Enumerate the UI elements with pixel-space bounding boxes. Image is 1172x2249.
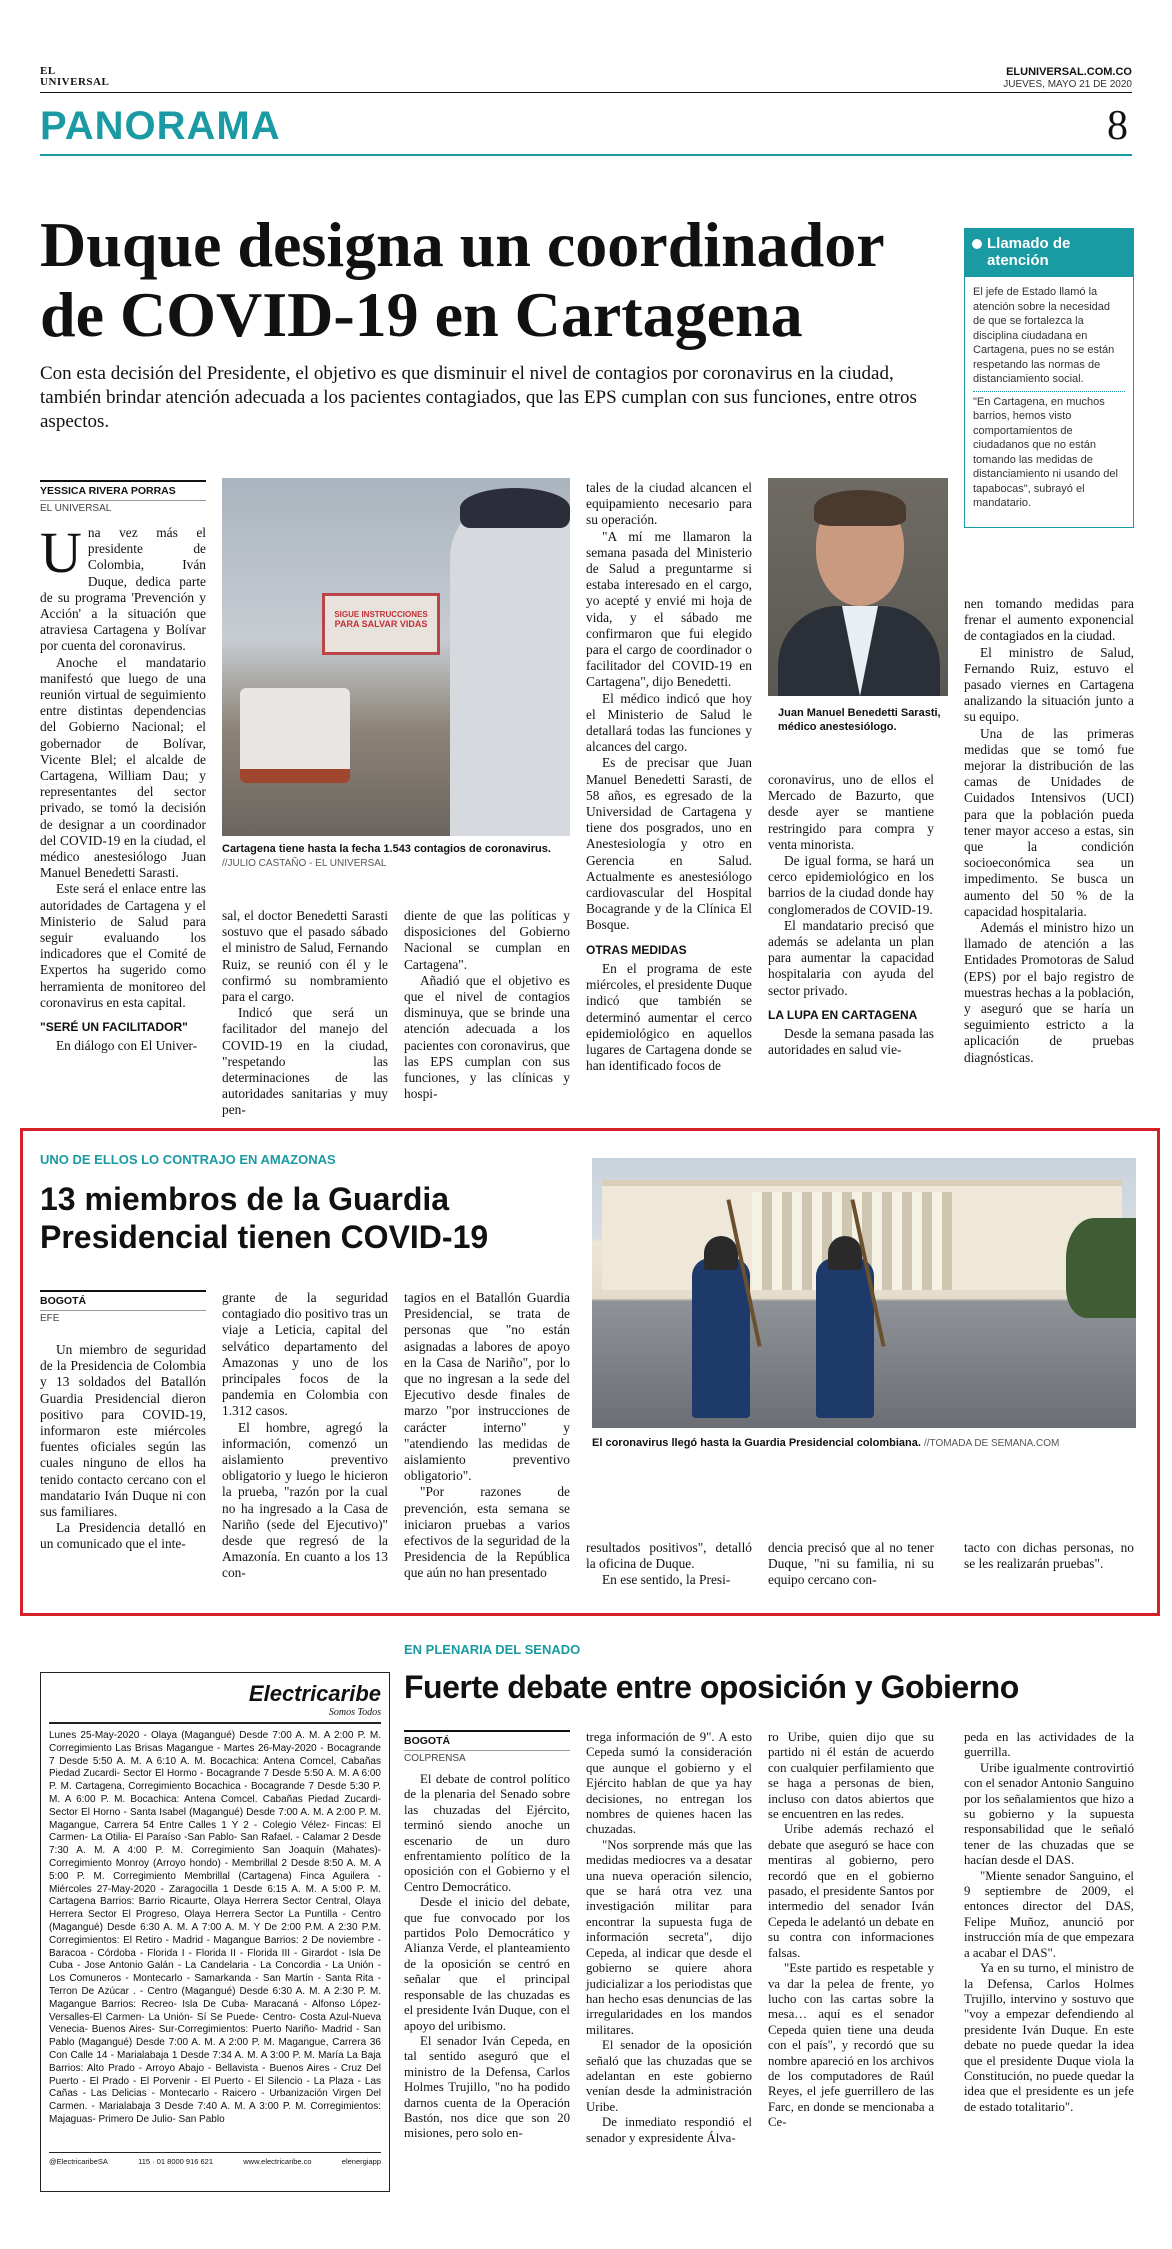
main-col4-p5: En el programa de este miércoles, el presidente Duque indicó que también se determinó aumentar el cerco epidemiológico en aquellos lugares de Cartagena donde se han identificado focos de: [586, 960, 752, 1074]
guard-soldier-1: [692, 1258, 750, 1418]
guard-soldier-1-head: [704, 1236, 738, 1270]
main-col6-p4: Además el ministro hizo un llamado de atención a las Entidades Promotoras de Salud (EPS) por el bajo registro de muestras hechas a la población, y aseguró que se haría un seguimiento estricto a la aplicación de pruebas diagnósticas.: [964, 920, 1134, 1065]
guard-col-6: [964, 1540, 1134, 1572]
guard-agency: EFE: [40, 1310, 206, 1324]
guard-soldier-2: [816, 1258, 874, 1418]
main-col-1: [40, 520, 206, 1055]
bus-shape: [240, 688, 350, 783]
main-deck: Con esta decisión del Presidente, el objetivo es que disminuir el nivel de contagios por coronavirus en la ciudad, también brindar atención adecuada a los pacientes contagiados, que las EPS cumplan con sus funciones, entre otros aspectos.: [40, 363, 917, 432]
ad-header: [49, 1681, 381, 1724]
ad-tagline: Somos Todos: [328, 1707, 381, 1718]
senate-headline: Fuerte debate entre oposición y Gobierno: [404, 1669, 1019, 1705]
main-col5-p3: El mandatario precisó que además se adelanta un plan para aumentar la capacidad hospitalaria con ayuda del sector privado.: [768, 917, 934, 998]
main-col4-p4: Es de precisar que Juan Manuel Benedetti Sarasti, de 58 años, es egresado de la Universidad de Cartagena y tiene dos posgrados, uno en Anestesiología y otro en Gerencia en Salud. Actualmente es anestesiólogo cardiovascular del Hospital Bocagrande y de la Clínica El Bosque.: [586, 755, 752, 933]
main-headline-line-1: Duque designa un coordinador: [40, 209, 885, 280]
guard-caption-text: El coronavirus llegó hasta la Guardia Presidencial colombiana.: [592, 1437, 921, 1449]
guard-city: BOGOTÁ: [40, 1290, 206, 1307]
main-col-6: [964, 596, 1134, 1066]
guard-col2-p1: grante de la seguridad contagiado dio positivo tras un viaje a Leticia, capital del selvático departamento del Amazonas y uno de los principales focos de la pandemia en Colombia con 1.312 casos.: [222, 1290, 388, 1419]
senate-col-2: [586, 1730, 752, 2146]
main-col6-p3: Una de las primeras medidas que se tomó fue mejorar la distribución de las camas de Unidades de Cuidados Intensivos (UCI) para que la población pueda tener mayor acceso a estas, sin que la condición socioeconómica sea un impedimento. Se busca un aumento del 50 % de la capacidad hospitalaria.: [964, 725, 1134, 919]
guard-kicker: UNO DE ELLOS LO CONTRAJO EN AMAZONAS: [40, 1152, 336, 1167]
main-headline: [40, 210, 940, 350]
senate-col3-p2: Uribe además rechazó el debate que aseguró se hace con mentiras al gobierno, pero recordó que en el gobierno pasado, el presidente Santos por intermedio del senador Iván Cepeda le adelantó un debate en su contra con informaciones falsas.: [768, 1822, 934, 1960]
guard-col3-p1: tagios en el Batallón Guardia Presidencial, se trata de personas que "no están asignadas a labores de apoyo en la Casa de Nariño", por lo que no ingresan a la sede del Ejecutivo desde finales de marzo "por instrucciones de carácter interno" y "atendiendo las medidas de aislamiento preventivo obligatorio".: [404, 1290, 570, 1484]
main-col5-subhead: LA LUPA EN CARTAGENA: [768, 1007, 918, 1022]
masthead-rule: [40, 92, 1132, 93]
senate-byline: [404, 1730, 570, 1764]
site-url: ELUNIVERSAL.COM.CO: [1006, 66, 1132, 78]
sidebar-body: [965, 277, 1133, 519]
main-col3-p1: diente de que las políticas y disposiciones del Gobierno Nacional se cumplan en Cartagena".: [404, 908, 570, 972]
sidebar-text: El jefe de Estado llamó la atención sobre la necesidad de que se fortalezca la disciplina ciudadana en Cartagena, pues no se están respetando las normas de distanciamiento social.: [973, 285, 1125, 392]
senate-col-4: [964, 1730, 1134, 2115]
main-col2-p2: Indicó que será un facilitador del manejo del COVID-19 en la ciudad, "respetando las determinaciones de las autoridades sanitarias y muy pen-: [222, 1005, 388, 1118]
main-col-3: [404, 908, 570, 1102]
main-col1-subhead: "SERÉ UN FACILITADOR": [40, 1020, 188, 1035]
senate-col4-p1: peda en las actividades de la guerrilla.: [964, 1730, 1134, 1760]
main-col6-p1: nen tomando medidas para frenar el aumento exponencial de contagiados en la ciudad.: [964, 596, 1134, 644]
guard-col3-p2: "Por razones de prevención, esta semana se iniciaron pruebas a varios efectivos de la seguridad de la Presidencia de la República que aún no han presentado: [404, 1484, 570, 1581]
ad-brand: Electricaribe: [248, 1681, 381, 1706]
dropcap: U: [40, 520, 82, 585]
cartagena-photo: [222, 478, 570, 836]
guard-col2-p2: El hombre, agregó la información, comenzó un aislamiento preventivo obligatorio y luego le hicieron la prueba, "razón por la cual no ha ingresado a la Casa de Nariño (sede del Ejecutivo)" desde que regresó de la Amazonía. En cuanto a los 13 con-: [222, 1419, 388, 1581]
main-col5-p1: coronavirus, uno de ellos el Mercado de Bazurto, que desde ayer se mantiene restringido para compra y venta minorista.: [768, 772, 934, 852]
ad-footer: [49, 2152, 381, 2166]
cartagena-photo-credit: //JULIO CASTAÑO - EL UNIVERSAL: [222, 858, 387, 869]
ad-phone: 115 · 01 8000 916 621: [138, 2157, 214, 2166]
senate-col1-p2: Desde el inicio del debate, que fue convocado por los partidos Polo Democrático y Alianza Verde, el planteamiento de la oposición se centró en señalar que el principal responsable de las chuzadas es el presidente Iván Duque, con el apoyo del uribismo.: [404, 1895, 570, 2033]
main-col1-p3: Este será el enlace entre las autoridades de Cartagena y el Ministerio de Salud para seguir evaluando los indicadores que el Comité de Expertos ha sugerido como herramienta de monitoreo del coronavirus en esta capital.: [40, 881, 206, 1010]
guard-col-1: [40, 1342, 206, 1553]
main-col5-p2: De igual forma, se hará un cerco epidemiológico en los barrios de la ciudad donde hay conglomerados de COVID-19.: [768, 853, 934, 917]
guard-col-5: [768, 1540, 934, 1589]
guard-soldier-2-head: [828, 1236, 862, 1270]
ad-web: www.electricaribe.co: [243, 2157, 312, 2166]
main-col4-p2: "A mí me llamaron la semana pasada del Ministerio de Salud a preguntarme si estaba interesado en el cargo, yo acepté y envié mi hoja de vida, y el sábado me confirmaron que fui elegido para el cargo de coordinador o facilitador del COVID-19 en Cartagena", dijo Benedetti.: [586, 528, 752, 690]
billboard-text-1: SIGUE INSTRUCCIONES: [334, 610, 428, 619]
logo-line-1: EL: [40, 65, 56, 77]
senate-col2-p3: El senador de la oposición señaló que las chuzadas que se adelantan en este gobierno venían desde la administración Uribe.: [586, 2038, 752, 2114]
page-number: 8: [1107, 103, 1128, 149]
senate-kicker: EN PLENARIA DEL SENADO: [404, 1642, 581, 1657]
senate-col-3: [768, 1730, 934, 2131]
main-col1-p1: na vez más el presidente de Colombia, Iván Duque, dedica parte de su programa 'Prevención y Acción' a la situación que atraviesa Cartagena y Bolívar por cuenta del coronavirus.: [40, 525, 206, 654]
main-col2-p1: sal, el doctor Benedetti Sarasti sostuvo que el pasado sábado el ministro de Salud, Fernando Ruiz, se reunió con él y le confirmó su nombramiento para el cargo.: [222, 908, 388, 1005]
senate-col2-p1: trega información de 9". A esto Cepeda sumó la consideración que aunque el gobierno y el Ejército hablan de que ya hay decisiones, no entregan los nombres de quienes hacen las chuzadas.: [586, 1730, 752, 1837]
logo-line-2: UNIVERSAL: [40, 76, 110, 88]
main-col-5: [768, 772, 934, 1058]
tree-shape: [1066, 1218, 1136, 1318]
main-col-2: [222, 908, 388, 1119]
main-col4-p3: El médico indicó que hoy el Ministerio de Salud le detallará todas las funciones y alcances del cargo.: [586, 690, 752, 755]
person-cap: [460, 488, 570, 528]
portrait-hair: [814, 490, 906, 526]
guard-headline-line-2: Presidencial tienen COVID-19: [40, 1219, 489, 1255]
ad-body: Lunes 25-May-2020 - Olaya (Magangué) Desde 7:00 A. M. A 2:00 P. M. Corregimiento Las Brisas Magangue - Martes 26-May-2020 - Bocagrande 7 Desde 5:50 A. M. A 6:10 A. M. Bocachica: Antena Comcel, Cabañas Piedad Zucardi- Sector El Hormo - Bocagrande 7 Desde 5:50 A. M. A 6:00 P. M. Cartagena, Corregimiento Bocachica - Bocagrande 7 Desde 5:30 P. M. A 6:00 P. M. Bocachica: Antena Comcel. Cabañas Piedad Zucardi- Sector El Horno - Santa Isabel (Magangué) Desde 7:00 A. M. A 2:00 P. M. Magangue, Carrera 54 Entre Calles 1 Y 2 - Colegio Vélez- Fincas: El Carmen- La Otilia- El Paraíso -San Pablo- San Rafael. - Calamar 2 Desde 7:30 A. M. A 4:00 P. M. Corregimiento San Joaquín (Mahates)- Corregimiento Monroy (Arroyo hondo) - Membrillal 2 Desde 8:50 A. M. A 5:00 P. M. Corregimiento Membrillal (Cartagena) Finca Aguilera - Miércoles 27-May-2020 - Zaragocilla 1 Desde 6:15 A. M. A 5:00 P. M. Cartagena Barrios: Barrio Ricaurte, Olaya Herrera Sector Central, Olaya Herrera Sector El Progreso, Olaya Herrera Sector La Puntilla - Centro (Magangué) Desde 6:30 A. M. A 7:00 A. M. Y De 2:00 P.M. A 2:30 P.M. Corregimientos: El Retiro - Madrid - Magangue Barrios: 2 De noviembre - Baracoa - Córdoba - Florida I - Florida II - Florida III - Girardot - Isla De Cuba - Jose Antonio Galán - La Candelaria - La Concordia - La Unión - Los Comuneros - Montecarlo - Samarkanda - San Martín - Santa Rita - Terron De Azúcar . - Centro (Magangué) Desde 6:30 A. M. A 2:30 P. M. Magangue Barrios: Recreo- Isla De Cuba- Maracaná - Alfonso López- Versalles-El Carmen- La Unión- Sí Se Puede- Centro- Costa Azul-Nueva Venecia- Buenos Aires- Sur-Corregimientos: Puerto Nariño- Madrid - San Pablo (Magangué) Desde 7:00 A. M. A 2:00 P. M. Magangue, Carrera 36 Con Calle 14 - Marialabaja 1 Desde 7:34 A. M. A 3:00 P. M. María La Baja Barrios: Alto Prado - Arroyo Abajo - Bellavista - Buenos Aires - Cruz Del Puerto - El Prado - El Porvenir - El Puerto - El Silencio - La Plaza - Las Cañas - Las Delicias - Montecarlo - Raicero - Urbanización Virgen Del Carmen. - Marialabaja 3 Desde 7:40 A. M. A 3:00 P. M. Corregimientos: Majaguas- Primero De Julio- San Pablo: [49, 1730, 381, 2125]
senate-col3-p1: ro Uribe, quien dijo que su partido ni él están de acuerdo con cualquier perfilamiento que se haga a personas de bien, incluso con datos abiertos que se encuentren en las redes.: [768, 1730, 934, 1822]
billboard: [322, 593, 440, 655]
electricaribe-ad: [40, 1672, 390, 2192]
sidebar-quote: "En Cartagena, en muchos barrios, hemos visto comportamientos de ciudadanos que no están tomando las medidas de distanciamiento ni usando del tapabocas", subrayó el mandatario.: [973, 395, 1118, 509]
guard-byline: [40, 1290, 206, 1324]
portrait-caption: Juan Manuel Benedetti Sarasti, médico anestesiólogo.: [778, 707, 941, 733]
guard-col1-p1: Un miembro de seguridad de la Presidencia de Colombia y 13 soldados del Batallón Guardia Presidencial dieron positivo para COVID-19, informaron este miércoles fuentes oficiales según las cuales ninguno de ellos ha tenido contacto cercano con el mandatario Iván Duque ni con sus familiares.: [40, 1342, 206, 1520]
sidebar-header: [965, 229, 1133, 277]
senate-col4-p2: Uribe igualmente controvirtió con el senador Antonio Sanguino por los señalamientos que hizo a su gobierno y la supuesta responsabilidad que le señaló tener de las chuzadas que se hacían desde el DAS.: [964, 1760, 1134, 1868]
cartagena-caption-text: Cartagena tiene hasta la fecha 1.543 contagios de coronavirus.: [222, 843, 551, 855]
guard-col1-p2: La Presidencia detalló en un comunicado que el inte-: [40, 1520, 206, 1552]
benedetti-portrait: [768, 478, 948, 696]
section-title: PANORAMA: [40, 104, 281, 148]
guard-col-4: [586, 1540, 752, 1589]
senate-col4-p3: "Miente senador Sanguino, el 9 septiembre de 2009, el entonces director del DAS, Felipe Muñoz, anunció por instrucción mía de que empezara a acabar el DAS".: [964, 1868, 1134, 1960]
guard-photo-credit: //TOMADA DE SEMANA.COM: [923, 1438, 1060, 1449]
guard-col6-p1: tacto con dichas personas, no se les realizarán pruebas".: [964, 1540, 1134, 1572]
main-headline-line-2: de COVID-19 en Cartagena: [40, 279, 803, 350]
senate-col-1: [404, 1772, 570, 2142]
section-rule: [40, 154, 1132, 156]
ad-social: @ElectricaribeSA: [49, 2157, 108, 2166]
issue-date: JUEVES, MAYO 21 DE 2020: [1003, 79, 1132, 90]
guard-headline-line-1: 13 miembros de la Guardia: [40, 1181, 450, 1217]
senate-agency: COLPRENSA: [404, 1750, 570, 1764]
main-col4-p1: tales de la ciudad alcancen el equipamiento necesario para su operación.: [586, 480, 752, 528]
main-col4-subhead: OTRAS MEDIDAS: [586, 942, 687, 957]
main-outlet: EL UNIVERSAL: [40, 500, 206, 514]
cartagena-caption: [222, 842, 570, 871]
senate-col2-p2: "Nos sorprende más que las medidas mediocres va a desatar una nueva operación silencio, que se hará otra vez una investigación militar para encontrar la supuesta fuga de información secreta", dijo Cepeda, al indicar que desde el gobierno se quiere ahora judicializar a los periodistas que han hecho esas denuncias de las irregularidades en los mandos militares.: [586, 1837, 752, 2037]
guard-col-3: [404, 1290, 570, 1582]
guard-col-2: [222, 1290, 388, 1582]
senate-city: BOGOTÁ: [404, 1730, 570, 1747]
main-col1-p2: Anoche el mandatario manifestó que luego de una reunión virtual de seguimiento entre distintas dependencias del Gobierno Nacional; el gobernador de Bolívar, Vicente Blel; el alcalde de Cartagena, William Dau; y representantes del sector privado, se tomó la decisión de designar a un coordinador del COVID-19 en la ciudad, el médico anestesiólogo Juan Manuel Benedetti Sarasti.: [40, 654, 206, 881]
masthead-logo: [40, 66, 109, 88]
guard-photo: [592, 1158, 1136, 1428]
billboard-text-2: PARA SALVAR VIDAS: [334, 619, 428, 629]
sidebar-bullet-icon: [972, 239, 982, 249]
sidebar-title: Llamado de atención: [987, 235, 1071, 269]
senate-col2-p4: De inmediato respondió el senador y expresidente Álva-: [586, 2115, 752, 2145]
person-silhouette: [450, 498, 570, 836]
guard-col4-p1: resultados positivos", detalló la oficina de Duque.: [586, 1540, 752, 1572]
main-author: YESSICA RIVERA PORRAS: [40, 480, 206, 497]
senate-col1-p3: El senador Iván Cepeda, en tal sentido aseguró que el ministro de la Defensa, Carlos Holmes Trujillo, "no ha podido darnos cuenta de la Operación Bastón, nos dice que son 20 misiones, pero solo en-: [404, 2033, 570, 2141]
ad-app: elenergiapp: [341, 2157, 381, 2166]
main-col5-p4: Desde la semana pasada las autoridades en salud vie-: [768, 1026, 934, 1058]
senate-col3-p3: "Este partido es respetable y va dar la pelea de frente, yo lucho con las cartas sobre la mesa… aquí es el senador Cepeda quien tiene una deuda con el país", y recordó que su nombre apareció en los archivos de los computadores de Raúl Reyes, el jefe guerrillero de las Farc, en donde se mencionaba a Ce-: [768, 1961, 934, 2130]
guard-photo-caption: [592, 1436, 1136, 1451]
main-byline: [40, 480, 206, 514]
main-col3-p2: Añadió que el objetivo es que el nivel de contagios disminuya, que se brinde una atención adecuada a los pacientes con coronavirus, que las EPS cumplan con sus funciones, y las clínicas y hospi-: [404, 972, 570, 1102]
main-col-4: [586, 480, 752, 1074]
sidebar-box: [964, 228, 1134, 528]
senate-col1-p1: El debate de control político de la plenaria del Senado sobre las chuzadas del Ejército, terminó siendo anoche un escenario de un duro enfrentamiento político de la oposición con el Gobierno y el Centro Democrático.: [404, 1772, 570, 1894]
main-col6-p2: El ministro de Salud, Fernando Ruiz, estuvo el pasado viernes en Cartagena analizando la situación junto a su equipo.: [964, 644, 1134, 725]
guard-headline: [40, 1180, 560, 1256]
senate-col4-p4: Ya en su turno, el ministro de la Defensa, Carlos Holmes Trujillo, intervino y sostuvo que "voy a empezar defendiendo al presidente Iván Duque. En este debate no puede quedar la idea que el presidente Duque viola la Constitución, no puede quedar la idea que el presidente es un jefe de estado totalitario".: [964, 1961, 1134, 2114]
guard-col5-p1: dencia precisó que al no tener Duque, "ni su familia, ni su equipo cercano con-: [768, 1540, 934, 1588]
main-col1-p4: En diálogo con El Univer-: [56, 1038, 198, 1054]
guard-col4-p2: En ese sentido, la Presi-: [602, 1572, 731, 1588]
